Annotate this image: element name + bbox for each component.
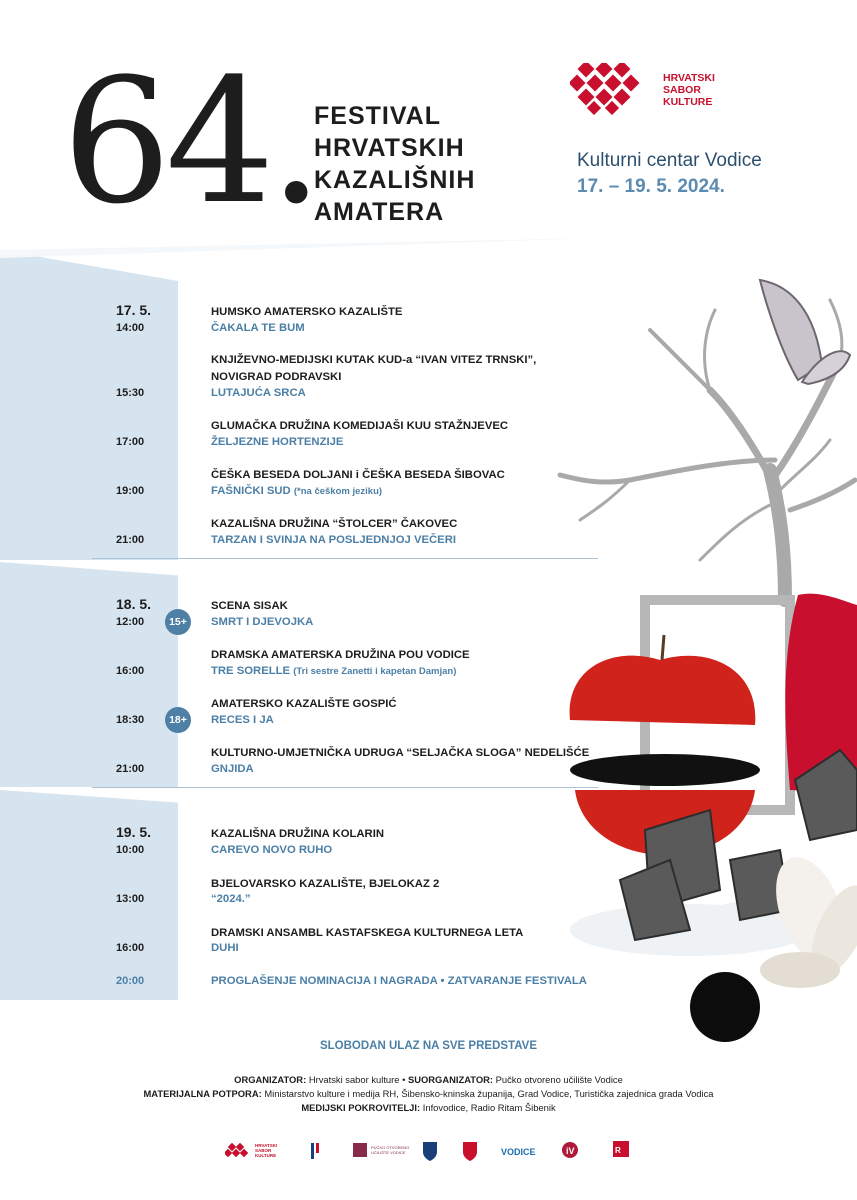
event-time: 19:00 (116, 485, 145, 497)
event-play: “2024.” (211, 893, 251, 905)
event-play: CAREVO NOVO RUHO (211, 844, 333, 856)
event-group: SCENA SISAK (211, 600, 288, 612)
infovodice-logo-icon (562, 1142, 578, 1158)
event-play (211, 665, 456, 677)
vodice-tourist-logo-icon: VODICE (501, 1147, 536, 1157)
sibensko-kninska-crest-icon (423, 1142, 437, 1161)
play-note: (*na češkom jeziku) (293, 486, 383, 497)
festival-dates: 17. – 19. 5. 2024. (577, 176, 725, 197)
sponsor-logos (225, 1138, 635, 1164)
svg-text:iV: iV (566, 1146, 575, 1156)
day-separator (92, 787, 598, 788)
credit-label: MEDIJSKI POKROVITELJI: (301, 1102, 421, 1113)
title-line: HRVATSKIH (314, 134, 465, 162)
logo-text (663, 72, 715, 108)
event-play: ČAKALA TE BUM (211, 322, 305, 334)
credits-line (0, 1087, 857, 1101)
title-line: AMATERA (314, 198, 445, 226)
credit-value: Ministarstvo kulture i medija RH, Šibensko-kninska županija, Grad Vodice, Turistička zajednica grada Vodica (264, 1088, 714, 1099)
event-time: 13:00 (116, 893, 145, 905)
closing-ceremony: PROGLAŠENJE NOMINACIJA I NAGRADA • ZATVARANJE FESTIVALA (211, 975, 587, 987)
event-group: KULTURNO-UMJETNIČKA UDRUGA “SELJAČKA SLOGA” NEDELIŠĆE (211, 747, 590, 759)
event-play: ŽELJEZNE HORTENZIJE (211, 436, 344, 448)
hrvatski-sabor-kulture-logo-icon (225, 1143, 277, 1158)
title-line: FESTIVAL (314, 102, 441, 130)
svg-text:PUČKO OTVORENO: PUČKO OTVORENO (371, 1145, 410, 1150)
event-play: RECES I JA (211, 714, 274, 726)
event-group: BJELOVARSKO KAZALIŠTE, BJELOKAZ 2 (211, 878, 440, 890)
credits-line: ORGANIZATOR: Hrvatski sabor kulture • SUORGANIZATOR: Pučko otvoreno učilište Vodice (234, 1074, 623, 1085)
schedule-band-day3 (0, 790, 178, 1000)
schedule-band-day1 (0, 250, 178, 560)
schedule-band-day2 (0, 562, 178, 787)
event-group: KNJIŽEVNO-MEDIJSKI KUTAK KUD-a “IVAN VITEZ TRNSKI”, (211, 354, 537, 366)
event-time: 16:00 (116, 942, 145, 954)
credit-label: SUORGANIZATOR: (407, 1074, 494, 1085)
day-date: 19. 5. (116, 824, 152, 840)
event-play: DUHI (211, 942, 239, 954)
logo-text-line: SABOR (663, 84, 701, 96)
free-entry-notice: SLOBODAN ULAZ NA SVE PREDSTAVE (319, 1040, 538, 1052)
credits (0, 1073, 857, 1115)
credit-value: Hrvatski sabor kulture (308, 1074, 400, 1085)
day-date: 18. 5. (116, 596, 152, 612)
event-group: GLUMAČKA DRUŽINA KOMEDIJAŠI KUU STAŽNJEVEC (211, 420, 509, 432)
ministry-logo-icon (311, 1143, 319, 1159)
event-time: 17:00 (116, 436, 145, 448)
grad-vodice-crest-icon (463, 1142, 477, 1161)
play-title: FAŠNIČKI SUD (211, 485, 291, 497)
credit-label: MATERIJALNA POTPORA: (143, 1088, 262, 1099)
credit-value: Infovodice, Radio Ritam Šibenik (422, 1102, 556, 1113)
logo-text-line: KULTURE (663, 96, 713, 108)
credit-label: ORGANIZATOR: (234, 1074, 307, 1085)
event-group: KAZALIŠNA DRUŽINA “ŠTOLCER” ČAKOVEC (211, 518, 458, 530)
svg-text:KULTURE: KULTURE (255, 1153, 277, 1158)
event-time: 12:00 (116, 616, 145, 628)
age-rating-badge: 18+ (165, 707, 191, 733)
day-separator (92, 558, 598, 559)
event-group: HUMSKO AMATERSKO KAZALIŠTE (211, 306, 403, 318)
apple-tree-illustration (540, 270, 857, 1050)
title-line: KAZALIŠNIH (314, 166, 476, 194)
event-play: LUTAJUĆA SRCA (211, 387, 306, 399)
svg-text:UČILIŠTE VODICE: UČILIŠTE VODICE (371, 1150, 406, 1155)
event-play (211, 485, 382, 497)
play-title: TRE SORELLE (211, 665, 291, 677)
credit-value: Pučko otvoreno učilište Vodice (495, 1074, 623, 1085)
event-time: 14:00 (116, 322, 145, 334)
event-time: 15:30 (116, 387, 145, 399)
svg-text:SABOR: SABOR (255, 1148, 272, 1153)
event-group: ČEŠKA BESEDA DOLJANI i ČEŠKA BESEDA ŠIBOVAC (211, 469, 505, 481)
event-group: DRAMSKA AMATERSKA DRUŽINA POU VODICE (211, 649, 470, 661)
logo-text-line: HRVATSKI (663, 72, 715, 84)
svg-text:R: R (615, 1146, 621, 1155)
event-play: TARZAN I SVINJA NA POSLJEDNJOJ VEČERI (211, 534, 457, 546)
closing-time: 20:00 (116, 975, 145, 987)
event-time: 21:00 (116, 534, 145, 546)
play-note: (Tri sestre Zanetti i kapetan Damjan) (293, 666, 457, 677)
event-time: 21:00 (116, 763, 145, 775)
svg-text:HRVATSKI: HRVATSKI (255, 1143, 278, 1148)
event-group: AMATERSKO KAZALIŠTE GOSPIĆ (211, 698, 397, 710)
event-time: 18:30 (116, 714, 145, 726)
credits-line (0, 1101, 857, 1115)
event-group: DRAMSKI ANSAMBL KASTAFSKEGA KULTURNEGA LETA (211, 927, 524, 939)
event-group-line2: NOVIGRAD PODRAVSKI (211, 371, 342, 383)
day-date: 17. 5. (116, 302, 152, 318)
event-group: KAZALIŠNA DRUŽINA KOLARIN (211, 828, 384, 840)
edition-number: 64. (62, 41, 318, 242)
radio-ritam-logo-icon (613, 1141, 629, 1157)
venue: Kulturni centar Vodice (577, 150, 762, 171)
age-rating-badge: 15+ (165, 609, 191, 635)
hrvatski-sabor-kulture-logo-icon (570, 63, 650, 115)
pou-vodice-logo-icon (353, 1143, 409, 1157)
festival-title (314, 100, 475, 228)
event-time: 10:00 (116, 844, 145, 856)
event-play: GNJIDA (211, 763, 254, 775)
event-play: SMRT I DJEVOJKA (211, 616, 314, 628)
event-time: 16:00 (116, 665, 145, 677)
black-circle (690, 972, 760, 1042)
butterfly-icon (760, 280, 850, 384)
